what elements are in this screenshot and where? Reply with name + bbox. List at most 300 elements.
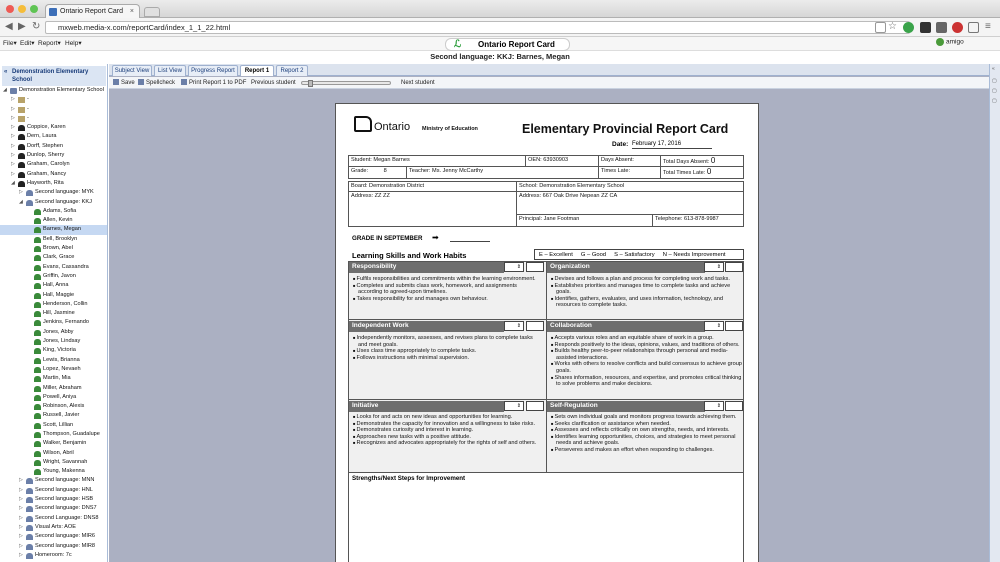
tree-node-label: Hill, Jasmine <box>43 310 75 317</box>
url-text: mxweb.media-x.com/reportCard/index_1_1_22.html <box>58 23 231 32</box>
tree-node-label: - <box>27 114 29 121</box>
tree-node-label: Barnes, Megan <box>43 226 81 233</box>
tree-node[interactable] <box>0 393 108 402</box>
extension-g-icon[interactable] <box>968 22 979 33</box>
tree-node-label: Bell, Brooklyn <box>43 235 78 242</box>
class-group-icon <box>26 544 33 550</box>
student-icon <box>34 283 41 289</box>
tree-toggle-icon[interactable]: ▷ <box>11 142 15 149</box>
tab-report-2[interactable]: Report 2 <box>276 65 308 76</box>
skills-row-divider-2 <box>348 399 744 400</box>
student-icon <box>34 460 41 466</box>
url-input[interactable] <box>45 21 910 34</box>
tree-toggle-icon[interactable]: ▷ <box>19 542 23 549</box>
student-icon <box>34 358 41 364</box>
tree-node[interactable] <box>0 476 108 485</box>
tree-node-label: Second language: HNL <box>35 486 93 493</box>
tree-node[interactable] <box>0 514 108 523</box>
tab-progress-report[interactable]: Progress Report <box>188 65 238 76</box>
sidebar-header-title: Demonstration Elementary School <box>12 69 89 83</box>
skills-divider <box>546 261 547 473</box>
tree-node[interactable] <box>0 142 108 151</box>
tree-node-label: Allen, Kevin <box>43 217 73 224</box>
minimize-window-icon[interactable] <box>18 5 26 13</box>
rating-legend: E – Excellent G – Good S – Satisfactory N – Needs Improvement <box>534 249 744 260</box>
tree-toggle-icon[interactable]: ◢ <box>3 87 7 93</box>
student-icon <box>34 395 41 401</box>
tree-node[interactable] <box>0 179 108 188</box>
skill-item: ■ Recognizes and advocates appropriately for the rights of self and others. <box>352 440 542 447</box>
tree-node[interactable] <box>0 356 108 365</box>
student-icon <box>34 469 41 475</box>
tree-node[interactable] <box>0 123 108 132</box>
arrow-right-icon: ➡ <box>432 233 439 242</box>
ontario-logo-text: Ontario <box>374 121 411 133</box>
teacher-icon <box>18 125 25 131</box>
tree-node[interactable] <box>0 504 108 513</box>
spellcheck-icon <box>138 79 144 85</box>
principal-cell <box>516 214 653 227</box>
tree-node-label: Miller, Abraham <box>43 384 82 391</box>
student-icon <box>34 265 41 271</box>
school-label: School: <box>519 183 538 189</box>
responsibility-rating-box[interactable] <box>526 262 544 272</box>
skill-item: ■ Looks for and acts on new ideas and opportunities for learning. <box>352 414 542 421</box>
tree-node[interactable] <box>0 458 108 467</box>
print-icon <box>181 79 187 85</box>
tree-node[interactable] <box>0 188 108 197</box>
student-icon <box>34 302 41 308</box>
skill-item: ■ Devises and follows a plan and process for completing work and tasks. <box>550 276 742 283</box>
tree-toggle-icon[interactable]: ▷ <box>19 496 23 503</box>
skill-item: ■ Identifies, gathers, evaluates, and uses information, technology, and resources to complete tasks. <box>550 296 742 309</box>
student-icon <box>34 339 41 345</box>
student-label: Student: <box>351 157 372 163</box>
tree-toggle-icon[interactable]: ▷ <box>19 189 23 196</box>
skill-item: ■ Shares information, resources, and expertise, and promotes critical thinking to solve problems and make decisions. <box>550 375 742 388</box>
tree-toggle-icon[interactable]: ▷ <box>11 161 15 168</box>
tree-node[interactable] <box>0 207 108 216</box>
tree-node[interactable] <box>0 86 108 95</box>
grade-in-september-field[interactable] <box>450 234 490 242</box>
tree-node[interactable] <box>0 105 108 114</box>
date-label: Date: <box>612 141 629 148</box>
close-window-icon[interactable] <box>6 5 14 13</box>
back-icon[interactable]: ◀ <box>5 21 13 32</box>
user-menu[interactable] <box>936 38 964 46</box>
menu-report[interactable]: Report▾ <box>38 40 61 47</box>
skill-item: ■ Fulfils responsibilities and commitments within the learning environment. <box>352 276 542 283</box>
skill-item: ■ Assesses and reflects critically on own strengths, needs, and interests. <box>550 427 742 434</box>
times-late-cell[interactable]: Times Late: <box>598 166 661 179</box>
save-icon <box>113 79 119 85</box>
tree-toggle-icon[interactable]: ▷ <box>11 124 15 131</box>
tree-node[interactable] <box>0 365 108 374</box>
student-icon <box>34 386 41 392</box>
folder-icon <box>18 107 25 113</box>
menu-help-label: Help <box>65 40 79 47</box>
principal-name: Jane Footman <box>543 216 580 222</box>
tree-toggle-icon[interactable]: ▷ <box>19 533 23 540</box>
tree-node[interactable] <box>0 318 108 327</box>
telephone-cell <box>652 214 744 227</box>
app-title <box>445 38 570 51</box>
student-icon <box>34 293 41 299</box>
strengths-heading: Strengths/Next Steps for Improvement <box>352 475 466 482</box>
student-icon <box>34 376 41 382</box>
tree-node[interactable] <box>0 328 108 337</box>
panel-icon-3[interactable]: ▢ <box>992 98 997 104</box>
tab-title: Ontario Report Card <box>60 8 124 15</box>
tree-node-label: Graham, Carolyn <box>27 161 70 168</box>
shield-icon[interactable] <box>875 22 886 33</box>
tree-toggle-icon[interactable]: ▷ <box>11 152 15 159</box>
skill-item: ■ Takes responsibility for and manages own behaviour. <box>352 296 542 303</box>
tree-node[interactable] <box>0 132 108 141</box>
teacher-name: Ms. Jenny McCarthy <box>432 168 484 174</box>
menu-file-label: File <box>3 40 14 47</box>
student-icon <box>34 320 41 326</box>
tree-node-label: Second Language: DNS8 <box>35 514 99 521</box>
responsibility-header: Responsibility <box>349 262 504 273</box>
extension-leaf-icon[interactable] <box>903 22 914 33</box>
student-icon <box>34 451 41 457</box>
teacher-icon <box>18 181 25 187</box>
tree-node[interactable] <box>0 216 108 225</box>
tree-toggle-icon[interactable]: ▷ <box>11 114 15 121</box>
maximize-window-icon[interactable] <box>30 5 38 13</box>
tree-node-label: Second language: MNN <box>35 477 95 484</box>
collaboration-list <box>550 335 742 388</box>
class-group-icon <box>26 200 33 206</box>
days-absent-cell[interactable]: Days Absent: <box>598 155 661 167</box>
skill-item: ■ Follows instructions with minimal supervision. <box>352 355 542 362</box>
spellcheck-button[interactable] <box>138 77 175 89</box>
tree-node[interactable] <box>0 337 108 346</box>
independent-work-rating-box[interactable] <box>526 321 544 331</box>
tree-node[interactable] <box>0 151 108 160</box>
class-group-icon <box>26 525 33 531</box>
tree-node[interactable] <box>0 346 108 355</box>
skill-item: ■ Seeks clarification or assistance when needed. <box>550 421 742 428</box>
organization-rating-select[interactable]: ⇕ <box>704 262 724 272</box>
tab-report-1[interactable]: Report 1 <box>240 65 274 76</box>
self-regulation-rating-select[interactable]: ⇕ <box>704 401 724 411</box>
student-name: Megan Barnes <box>373 157 410 163</box>
expand-panel-icon[interactable]: « <box>992 66 995 72</box>
tree-node[interactable] <box>0 170 108 179</box>
student-icon <box>34 367 41 373</box>
tree-node-label: Griffin, Javon <box>43 272 76 279</box>
tree-toggle-icon[interactable]: ◢ <box>11 179 15 186</box>
independent-work-rating-select[interactable]: ⇕ <box>504 321 524 331</box>
tree-node-label: Young, Makenna <box>43 468 85 475</box>
student-icon <box>34 432 41 438</box>
skill-item: ■ Completes and submits class work, homework, and assignments according to agreed-upon timelines. <box>352 283 542 296</box>
tree-node[interactable] <box>0 225 108 234</box>
class-group-icon <box>26 506 33 512</box>
student-icon <box>34 413 41 419</box>
class-group-icon <box>26 190 33 196</box>
tree-node-label: Second language: HSB <box>35 496 94 503</box>
tree-node-label: Hall, Anna <box>43 282 69 289</box>
tree-node[interactable] <box>0 411 108 420</box>
skill-item: ■ Works with others to resolve conflicts and build consensus to achieve group goals. <box>550 361 742 374</box>
tree-node-label: Robinson, Alexis <box>43 403 85 410</box>
tree-node[interactable] <box>0 235 108 244</box>
student-icon <box>34 209 41 215</box>
tree-node[interactable] <box>0 160 108 169</box>
new-tab-button[interactable] <box>144 7 160 17</box>
tree-node[interactable] <box>0 532 108 541</box>
print-label: Print Report 1 to PDF <box>189 80 247 86</box>
tree-node-label: Scott, Lillian <box>43 421 74 428</box>
self-regulation-list <box>550 414 742 454</box>
tree-node[interactable] <box>0 300 108 309</box>
sidebar <box>0 64 108 562</box>
tree-node[interactable] <box>0 384 108 393</box>
save-button[interactable] <box>113 77 135 89</box>
tab-close-icon[interactable]: × <box>129 8 134 15</box>
tree-node-label: Henderson, Collin <box>43 300 88 307</box>
strengths-box[interactable] <box>348 472 744 562</box>
school-name: Demonstration Elementary School <box>539 183 625 189</box>
tree-node[interactable] <box>0 430 108 439</box>
skill-item: ■ Establishes priorities and manages time to complete tasks and achieve goals. <box>550 283 742 296</box>
tree-node-label: Powell, Aniya <box>43 393 77 400</box>
student-icon <box>34 404 41 410</box>
tree-node[interactable] <box>0 374 108 383</box>
student-icon <box>34 237 41 243</box>
student-slider[interactable] <box>301 81 391 85</box>
favicon-icon <box>49 8 57 16</box>
class-group-icon <box>26 516 33 522</box>
class-group-icon <box>26 553 33 559</box>
tree-node-label: Second language: MYK <box>35 189 94 196</box>
skill-item: ■ Perseveres and makes an effort when responding to challenges. <box>550 447 742 454</box>
collaboration-header: Collaboration <box>547 321 705 332</box>
tree-node-label: Demonstration Elementary School <box>19 87 104 93</box>
school-address-cell <box>516 191 744 215</box>
teacher-icon <box>18 144 25 150</box>
board-address: ZZ ZZ <box>374 193 390 199</box>
tree-node-label: Homeroom: 7c <box>35 551 72 558</box>
class-group-icon <box>26 488 33 494</box>
skill-item: ■ Independently monitors, assesses, and revises plans to complete tasks and meet goals. <box>352 335 542 348</box>
tree-node-label: Russell, Javier <box>43 412 80 419</box>
tree-node-label: - <box>27 96 29 103</box>
board-label: Board: <box>351 183 368 189</box>
responsibility-rating-select[interactable]: ⇕ <box>504 262 524 272</box>
tree-node-label: Visual Arts: AOE <box>35 523 76 530</box>
tree-node-label: Dern, Laura <box>27 133 57 140</box>
folder-icon <box>18 116 25 122</box>
tree-toggle-icon[interactable]: ▷ <box>11 170 15 177</box>
tree-node-label: Wright, Savannah <box>43 458 88 465</box>
previous-student-button[interactable]: Previous student <box>251 80 296 86</box>
student-tree <box>0 86 108 560</box>
ontario-trillium-icon <box>354 116 372 132</box>
tree-node-label: Jones, Lindsay <box>43 338 81 345</box>
tree-node[interactable] <box>0 402 108 411</box>
skill-item: ■ Approaches new tasks with a positive attitude. <box>352 434 542 441</box>
tree-toggle-icon[interactable]: ▷ <box>11 96 15 103</box>
forward-icon[interactable]: ▶ <box>18 21 26 32</box>
tree-node[interactable] <box>0 495 108 504</box>
student-icon <box>34 441 41 447</box>
organization-rating-box[interactable] <box>725 262 743 272</box>
tree-node[interactable] <box>0 421 108 430</box>
bookmark-star-icon[interactable]: ☆ <box>888 21 897 32</box>
reload-icon[interactable]: ↻ <box>32 21 41 32</box>
grade-label: Grade: <box>351 168 369 174</box>
slider-handle[interactable] <box>308 80 313 87</box>
student-icon <box>34 423 41 429</box>
tree-toggle-icon[interactable]: ▷ <box>19 486 23 493</box>
teacher-cell <box>406 166 599 179</box>
tree-node[interactable] <box>0 244 108 253</box>
menu-help[interactable]: Help▾ <box>65 40 82 47</box>
menu-edit[interactable]: Edit▾ <box>20 40 35 47</box>
next-student-button[interactable]: Next student <box>401 80 435 86</box>
tree-node-label: - <box>27 105 29 112</box>
tab-subject-view[interactable]: Subject View <box>112 65 152 76</box>
self-regulation-header: Self-Regulation <box>547 401 705 412</box>
student-icon <box>34 274 41 280</box>
tree-node[interactable] <box>0 523 108 532</box>
page-subtitle: Second language: KKJ: Barnes, Megan <box>430 52 570 61</box>
print-pdf-button[interactable] <box>181 77 246 89</box>
tree-node-label: Lopez, Nevaeh <box>43 365 81 372</box>
tree-node[interactable] <box>0 486 108 495</box>
teacher-label: Teacher: <box>409 168 431 174</box>
tree-node[interactable] <box>0 291 108 300</box>
skill-item: ■ Demonstrates curiosity and interest in learning. <box>352 427 542 434</box>
right-collapsed-panel <box>989 64 1000 562</box>
collaboration-rating-select[interactable]: ⇕ <box>704 321 724 331</box>
tree-node[interactable] <box>0 253 108 262</box>
self-regulation-rating-box[interactable] <box>725 401 743 411</box>
telephone-label: Telephone: <box>655 216 683 222</box>
collaboration-rating-box[interactable] <box>725 321 743 331</box>
grade-cell <box>348 166 407 179</box>
telephone-value: 613-878-9987 <box>683 216 719 222</box>
student-icon <box>34 330 41 336</box>
menu-file[interactable]: File▾ <box>3 40 17 47</box>
collapse-sidebar-icon[interactable]: « <box>4 69 8 75</box>
board-address-label: Address: <box>351 193 374 199</box>
tree-node-label: Second language: KKJ <box>35 198 92 205</box>
total-days-absent-label: Total Days Absent: <box>663 159 710 165</box>
learning-skills-heading: Learning Skills and Work Habits <box>352 251 467 260</box>
panel-icon-2[interactable]: ▢ <box>992 88 997 94</box>
tab-list-view[interactable]: List View <box>154 65 186 76</box>
teacher-icon <box>18 153 25 159</box>
tree-node[interactable] <box>0 263 108 272</box>
extension-gray-icon[interactable] <box>936 22 947 33</box>
tree-node[interactable] <box>0 467 108 476</box>
report-toolbar <box>109 77 989 89</box>
tree-node-label: Walker, Benjamin <box>43 440 87 447</box>
tree-node[interactable] <box>0 449 108 458</box>
tree-node[interactable] <box>0 542 108 551</box>
skill-item: ■ Demonstrates the capacity for innovation and a willingness to take risks. <box>352 421 542 428</box>
report-title: Elementary Provincial Report Card <box>522 122 729 136</box>
tree-node-label: Second language: MIR6 <box>35 533 96 540</box>
tree-node-label: Lewis, Brianna <box>43 356 80 363</box>
tree-node-label: King, Victoria <box>43 347 76 354</box>
initiative-rating-select[interactable]: ⇕ <box>504 401 524 411</box>
teacher-icon <box>18 134 25 140</box>
skill-item: ■ Responds positively to the ideas, opinions, values, and traditions of others. <box>550 342 742 349</box>
tree-toggle-icon[interactable]: ◢ <box>19 198 23 205</box>
opera-icon[interactable] <box>952 22 963 33</box>
independent-work-list <box>352 335 542 361</box>
date-field[interactable]: February 17, 2016 <box>632 140 712 149</box>
extension-dark-icon[interactable] <box>920 22 931 33</box>
independent-work-header: Independent Work <box>349 321 504 332</box>
initiative-rating-box[interactable] <box>526 401 544 411</box>
student-icon <box>34 246 41 252</box>
menu-icon[interactable]: ≡ <box>985 21 991 32</box>
tree-node[interactable] <box>0 309 108 318</box>
ministry-label: Ministry of Education <box>422 126 478 132</box>
tree-toggle-icon[interactable]: ▷ <box>11 105 15 112</box>
tree-node[interactable] <box>0 551 108 560</box>
tree-node-label: Coppice, Karen <box>27 124 66 131</box>
tree-node-label: Adams, Sofia <box>43 207 77 214</box>
tree-node-label: Second language: DNS7 <box>35 505 97 512</box>
tree-toggle-icon[interactable]: ▷ <box>19 551 23 558</box>
sidebar-header <box>2 66 106 86</box>
tree-toggle-icon[interactable]: ▷ <box>19 514 23 521</box>
student-icon <box>34 227 41 233</box>
initiative-header: Initiative <box>349 401 504 412</box>
tree-toggle-icon[interactable]: ▷ <box>11 133 15 140</box>
panel-icon-1[interactable]: ▢ <box>992 78 997 84</box>
student-icon <box>34 348 41 354</box>
tree-node[interactable] <box>0 272 108 281</box>
app-title-text: Ontario Report Card <box>478 40 555 49</box>
class-group-icon <box>26 497 33 503</box>
skill-item: ■ Uses class time appropriately to complete tasks. <box>352 348 542 355</box>
tree-node-label: Jones, Abby <box>43 328 74 335</box>
initiative-list <box>352 414 542 447</box>
report-card-page <box>335 103 759 562</box>
school-icon <box>10 88 17 94</box>
tree-node-label: Jenkins, Fernando <box>43 319 90 326</box>
tree-node[interactable] <box>0 198 108 207</box>
tree-node[interactable] <box>0 439 108 448</box>
tree-node-label: Second language: MIR8 <box>35 542 96 549</box>
student-icon <box>34 255 41 261</box>
tree-node[interactable] <box>0 281 108 290</box>
tree-node[interactable] <box>0 95 108 104</box>
tree-node[interactable] <box>0 114 108 123</box>
tree-toggle-icon[interactable]: ▷ <box>19 505 23 512</box>
class-group-icon <box>26 534 33 540</box>
tree-toggle-icon[interactable]: ▷ <box>19 523 23 530</box>
browser-tab[interactable] <box>45 4 140 19</box>
grade-value: 8 <box>383 168 387 174</box>
principal-label: Principal: <box>519 216 543 222</box>
menu-report-label: Report <box>38 40 58 47</box>
responsibility-list <box>352 276 542 302</box>
tree-toggle-icon[interactable]: ▷ <box>19 477 23 484</box>
oen-value: 63930903 <box>543 157 569 163</box>
total-times-late-value: 0 <box>706 167 712 176</box>
tree-node-label: Dorff, Stephen <box>27 142 63 149</box>
